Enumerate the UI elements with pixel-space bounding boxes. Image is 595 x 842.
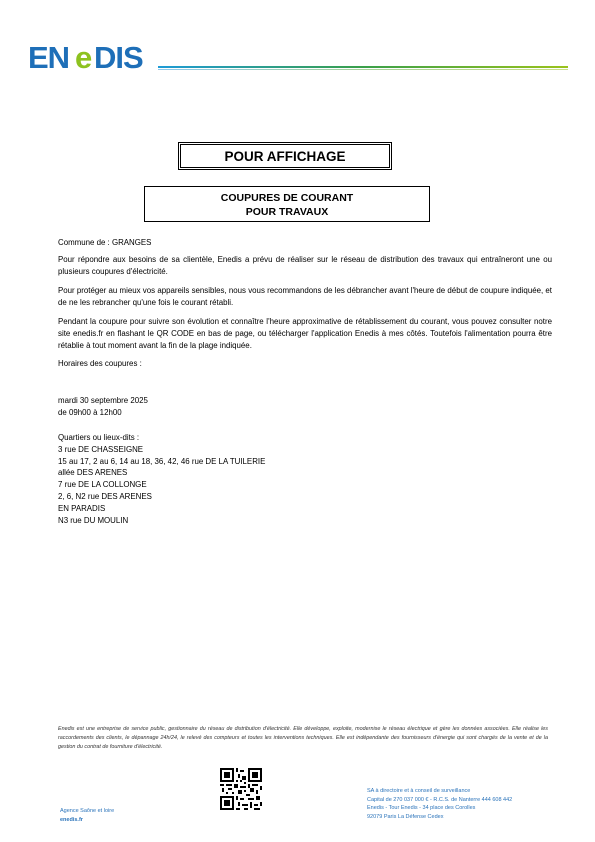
paragraph-suivi: Pendant la coupure pour suivre son évolution et connaître l'heure approximative de rétablissement du courant, vous pouvez consulter notre site enedis.fr en flashant le QR CODE en bas de page, ou télécharger l'application Enedis à mes côtés. Toutefois l'alimentation pourra être rétablie à tout moment avant la fin de la plage indiquée. bbox=[58, 317, 552, 350]
footer-agency bbox=[60, 807, 114, 824]
svg-text:EN: EN bbox=[28, 40, 70, 74]
quartier-item: allée DES ARENES bbox=[58, 468, 128, 478]
header-rule bbox=[158, 66, 568, 68]
horaires-label: Horaires des coupures : bbox=[58, 359, 142, 368]
company-info-line: Enedis - Tour Enedis - 34 place des Corolles bbox=[367, 805, 476, 812]
enedis-logo bbox=[28, 40, 156, 79]
qr-code[interactable] bbox=[220, 768, 262, 810]
commune: Commune de : GRANGES bbox=[58, 238, 152, 247]
coupures-line-2: POUR TRAVAUX bbox=[245, 206, 329, 218]
site-link[interactable]: enedis.fr bbox=[60, 816, 83, 823]
quartier-item: EN PARADIS bbox=[58, 503, 106, 513]
paragraph-appareils: Pour protéger au mieux vos appareils sensibles, nous vous recommandons de les débrancher avant l'heure de début de coupure indiquée, et de ne les rebrancher qu'une fois le courant rétabli. bbox=[58, 286, 552, 307]
coupure-time: de 09h00 à 12h00 bbox=[58, 407, 122, 417]
paragraph-besoins: Pour répondre aux besoins de sa clientèle, Enedis a prévu de réaliser sur le réseau de distribution des travaux qui entraîneront une ou plusieurs coupures d'électricité. bbox=[58, 255, 552, 276]
footer-company-info bbox=[367, 787, 512, 821]
coupures-box bbox=[144, 186, 430, 222]
svg-text:DIS: DIS bbox=[94, 40, 143, 74]
svg-text:e: e bbox=[75, 40, 93, 74]
coupure-date: mardi 30 septembre 2025 bbox=[58, 396, 148, 405]
company-info-line: SA à directoire et à conseil de surveillance bbox=[367, 788, 471, 794]
company-info-line: Capital de 270 037 000 € - R.C.S. de Nanterre 444 608 442 bbox=[367, 796, 513, 803]
quartiers-label: Quartiers ou lieux-dits : bbox=[58, 433, 140, 442]
legal-notice: Enedis est une entreprise de service public, gestionnaire du réseau de distribution d'électricité. Elle développe, exploite, modernise le réseau électrique et gère les données associées. Elle réalise les raccordements des clients, le dépannage 24h/24, le relevé des compteurs et toutes les interventions techniques. Elle est indépendante des fournisseurs d'énergie qui sont chargés de la vente et de la gestion du contrat de fourniture d'électricité. bbox=[58, 726, 548, 750]
quartier-item: 15 au 17, 2 au 6, 14 au 18, 36, 42, 46 rue DE LA TUILERIE bbox=[58, 456, 266, 466]
enedis-logo-mark bbox=[28, 40, 156, 74]
pour-affichage-title: POUR AFFICHAGE bbox=[224, 148, 346, 164]
quartier-item: 2, 6, N2 rue DES ARENES bbox=[58, 491, 152, 501]
pour-affichage-box bbox=[178, 142, 392, 170]
header-rule-light bbox=[158, 69, 568, 70]
quartier-item: 3 rue DE CHASSEIGNE bbox=[58, 444, 144, 454]
agency-name: Agence Saône et loire bbox=[60, 808, 115, 814]
quartiers-block bbox=[58, 432, 265, 526]
coupures-line-1: COUPURES DE COURANT bbox=[220, 192, 354, 204]
horaires-block bbox=[58, 395, 148, 419]
quartier-item: 7 rue DE LA COLLONGE bbox=[58, 480, 147, 490]
quartier-item: N3 rue DU MOULIN bbox=[58, 515, 129, 525]
company-info-line: 92079 Paris La Défense Cedex bbox=[367, 813, 444, 820]
